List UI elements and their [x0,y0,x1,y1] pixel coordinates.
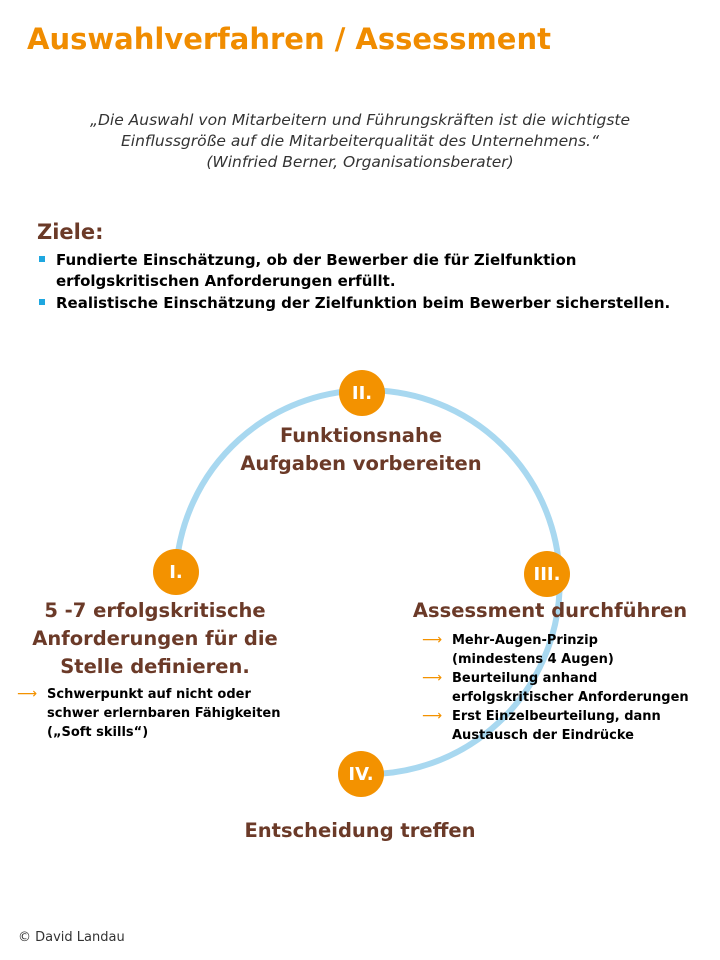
detail-line: schwer erlernbaren Fähigkeiten [47,706,281,721]
arrow-right-icon: ⟶ [422,632,443,648]
copyright: © David Landau [18,930,125,945]
arrow-right-icon: ⟶ [422,670,443,686]
arrow-right-icon: ⟶ [17,686,38,702]
detail-line: Mehr-Augen-Prinzip [452,633,598,648]
step-4-badge: IV. [338,751,384,797]
detail-line: (mindestens 4 Augen) [452,652,614,667]
detail-item [422,631,689,669]
step-3-title [400,597,700,625]
goals-heading: Ziele: [37,220,104,244]
step-4-title [160,817,560,845]
step-3-details [422,631,689,745]
step-1-details [17,685,280,742]
detail-line: („Soft skills“) [47,725,149,740]
detail-line: Beurteilung anhand [452,671,598,686]
goal-text: erfolgskritischen Anforderungen erfüllt. [56,272,396,290]
step-title-line: Assessment durchführen [412,599,688,622]
goal-text: Realistische Einschätzung der Zielfunktion beim Bewerber sicherstellen. [56,294,671,312]
step-3-badge: III. [524,551,570,597]
arrow-right-icon: ⟶ [422,708,443,724]
step-1-title [10,597,300,681]
step-1-badge: I. [153,549,199,595]
step-title-line: 5 -7 erfolgskritische [44,599,266,622]
quote-line: Einflussgröße auf die Mitarbeiterqualität des Unternehmens.“ [120,132,599,150]
goal-text: Fundierte Einschätzung, ob der Bewerber die für Zielfunktion [56,251,577,269]
page-title: Auswahlverfahren / Assessment [27,22,551,56]
detail-line: Erst Einzelbeurteilung, dann [452,709,661,724]
step-title-line: Funktionsnahe [279,424,443,447]
step-title-line: Entscheidung treffen [244,819,476,842]
step-title-line: Aufgaben vorbereiten [240,452,482,475]
detail-item [17,685,280,742]
detail-item [422,707,689,745]
quote-line: „Die Auswahl von Mitarbeitern und Führungskräften ist die wichtigste [89,111,631,129]
detail-item [422,669,689,707]
detail-line: erfolgskritischer Anforderungen [452,690,689,705]
detail-line: Schwerpunkt auf nicht oder [47,687,251,702]
step-title-line: Stelle definieren. [60,655,250,678]
detail-line: Austausch der Eindrücke [452,728,634,743]
step-2-title [200,422,522,478]
step-title-line: Anforderungen für die [32,627,278,650]
step-2-badge: II. [339,370,385,416]
quote-author: (Winfried Berner, Organisationsberater) [206,153,514,171]
